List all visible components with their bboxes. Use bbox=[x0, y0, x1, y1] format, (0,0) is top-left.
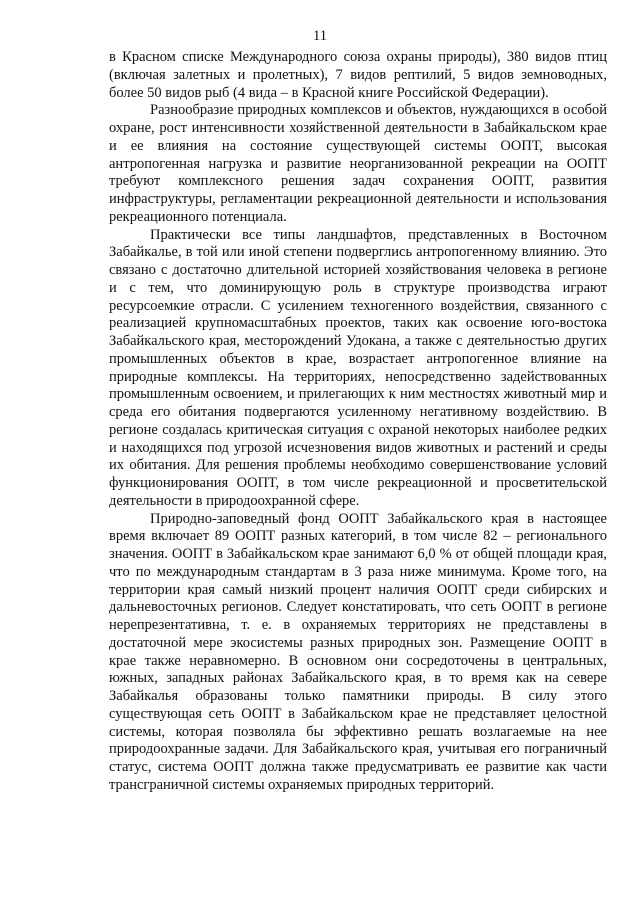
paragraph-anthropogenic-influence: Практически все типы ландшафтов, представленных в Восточном Забайкалье, в той или иной степени подверглись антропогенному влиянию. Это связано с достаточно длительной историей хозяйствования человека в регионе и с тем, что доминирующую роль в структуре производства играют ресурсоемкие отрасли. С усилением техногенного воздействия, связанного с реализацией крупномасштабных проектов, таких как освоение юго-востока Забайкальского края, месторождений Удокана, а также с деятельностью других промышленных объектов в крае, возрастает антропогенное влияние на природные комплексы. На территориях, непосредственно задействованных промышленным освоением, и прилегающих к ним местностях животный мир и среда его обитания подвергаются усиленному негативному воздействию. В регионе создалась критическая ситуация с охраной некоторых наиболее редких и находящихся под угрозой исчезновения видов животных и растений и среды их обитания. Для решения проблемы необходимо совершенствование условий функционирования ООПТ, в том числе рекреационной и просветительской деятельности в природоохранной сфере. bbox=[109, 226, 607, 509]
paragraph-protected-areas-fund: Природно-заповедный фонд ООПТ Забайкальского края в настоящее время включает 89 ООПТ разных категорий, в том числе 82 – регионального значения. ООПТ в Забайкальском крае занимают 6,0 % от общей площади края, что по международным стандартам в 3 раза ниже минимума. Кроме того, на территории края самый низкий процент наличия ООПТ среди сибирских и дальневосточных регионов. Следует констатировать, что сеть ООПТ в регионе нерепрезентативна, т. е. в охраняемых территориях не представлены в достаточной мере экосистемы разных природных зон. Размещение ООПТ в крае также неравномерно. В основном они сосредоточены в центральных, южных, западных районах Забайкальского края, в то время как на севере Забайкалья образованы только памятники природы. В силу этого существующая сеть ООПТ в Забайкальском крае не представляет целостной системы, которая позволяла бы эффективно решать возлагаемые на нее природоохранные задачи. Для Забайкальского края, учитывая его пограничный статус, система ООПТ должна также предусматривать ее развитие как части трансграничной системы охраняемых природных территорий. bbox=[109, 510, 607, 793]
document-body bbox=[109, 49, 607, 795]
paragraph-red-list-species: в Красном списке Международного союза охраны природы), 380 видов птиц (включая залетных и пролетных), 7 видов рептилий, 5 видов земноводных, более 50 видов рыб (4 вида – в Красной книге Российской Федерации). bbox=[109, 49, 607, 101]
paragraph-natural-complexes: Разнообразие природных комплексов и объектов, нуждающихся в особой охране, рост интенсивности хозяйственной деятельности в Забайкальском крае и ее влияния на состояние существующей системы ООПТ, высокая антропогенная нагрузка и развитие неорганизованной рекреации на ООПТ требуют комплексного решения задач сохранения ООПТ, развития инфраструктуры, регламентации рекреационной деятельности и использования рекреационного потенциала. bbox=[109, 102, 607, 225]
page-number: 11 bbox=[313, 28, 327, 44]
